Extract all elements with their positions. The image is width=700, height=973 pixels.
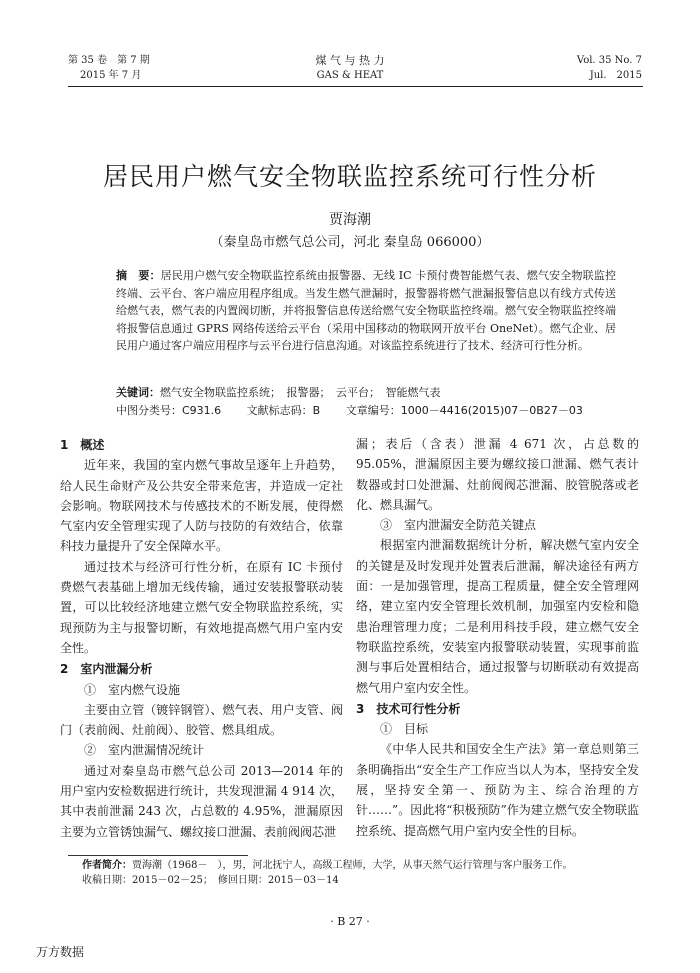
footnote-author: [82, 859, 642, 873]
article-title: 居民用户燃气安全物联监控系统可行性分析: [102, 162, 597, 191]
abstract: [116, 267, 616, 355]
clc-number: 中图分类号：C931.6: [116, 404, 222, 417]
document-code: 文献标志码：B: [246, 404, 321, 417]
keywords-label: 关键词：: [116, 386, 160, 399]
journal-date: 2015 年 7 月: [80, 70, 142, 81]
footnote-author-label: 作者简介：: [82, 860, 132, 871]
watermark: 万方数据: [36, 945, 85, 959]
header-rule: [68, 86, 643, 87]
body-column-right: [356, 434, 639, 841]
article-author: 贾海潮: [329, 212, 371, 228]
subsection-heading: ② 室内泄漏情况统计: [84, 743, 205, 758]
article-affiliation: （秦皇岛市燃气总公司，河北 秦皇岛 066000）: [210, 235, 490, 250]
body-paragraph: 根据室内泄漏数据统计分析，解决燃气室内安全的关键是及时发现并处置表后泄漏，解决途径有两方面：一是加强管理，提高工程质量，健全安全管理网络，建立室内安全管理长效机制，加强室内安检和隐患治理管理力度；二是利用科技手段，建立燃气安全物联监控系统，安装室内报警联动装置，实现事前监测与事后处置相结合，通过报警与切断联动有效提高燃气用户室内安全性。: [356, 538, 639, 695]
article-number: 文章编号：1000－4416(2015)07－0B27－03: [345, 404, 583, 417]
body-paragraph: 通过技术与经济可行性分析，在原有 IC 卡预付费燃气表基础上增加无线传输，通过安装报警联动装置，可以比较经济地建立燃气安全物联监控系统，实现预防为主与报警切断，有效地提高燃气用户室内安全性。: [60, 559, 343, 655]
subsection-heading: ③ 室内泄漏安全防范关键点: [380, 518, 537, 533]
classification-line: [116, 402, 656, 419]
journal-name-en: GAS & HEAT: [316, 70, 384, 81]
journal-volume-issue: 第 35 卷 第 7 期: [68, 55, 150, 66]
body-paragraph: 主要由立管（镀锌钢管）、燃气表、用户支管、阀门（表前阀、灶前阀）、胶管、燃具组成。: [60, 702, 343, 738]
footnote-rule: [68, 855, 248, 856]
section-heading: 1 概述: [60, 438, 105, 452]
abstract-text: 居民用户燃气安全物联监控系统由报警器、无线 IC 卡预付费智能燃气表、燃气安全物联监控终端、云平台、客户端应用程序组成。当发生燃气泄漏时，报警器将燃气泄漏报警信息以有线方式传送给燃气表，燃气表的内置阀切断，并将报警信息传送给燃气安全物联监控终端。燃气安全物联监控终端将报警信息通过 GPRS 网络传送给云平台（采用中国移动的物联网开放平台 OneNet）。燃气企业、居民用户通过客户端应用程序与云平台进行信息沟通。对该监控系统进行了技术、经济可行性分析。: [116, 269, 617, 353]
subsection-heading: ① 室内燃气设施: [84, 682, 181, 697]
journal-volume-en: Vol. 35 No. 7: [576, 55, 642, 66]
body-column-left: [60, 434, 343, 842]
body-paragraph: 通过对秦皇岛市燃气总公司 2013—2014 年的用户室内安检数据进行统计，共发现泄漏 4 914 次，其中表前泄漏 243 次，占总数的 4.95%，泄漏原因主要为立管锈蚀漏气、螺纹接口泄漏、表前阀阀芯泄: [60, 763, 343, 839]
page-number: · B 27 ·: [330, 915, 370, 928]
abstract-label: 摘 要：: [116, 269, 161, 282]
section-heading: 3 技术可行性分析: [356, 701, 461, 716]
subsection-heading: ① 目标: [380, 722, 429, 737]
footnote-author-text: 贾海潮（1968－ ），男，河北抚宁人，高级工程师，大学，从事天然气运行管理与客户服务工作。: [132, 860, 573, 871]
keywords-text: 燃气安全物联监控系统； 报警器； 云平台； 智能燃气表: [160, 386, 441, 399]
body-paragraph: 《中华人民共和国安全生产法》第一章总则第三条明确指出“安全生产工作应当以人为本，坚持安全发展，坚持安全第一、预防为主、综合治理的方针……”。因此将“积极预防”作为建立燃气安全物联监控系统、提高燃气用户室内安全性的目标。: [356, 742, 639, 838]
journal-date-en: Jul. 2015: [589, 70, 642, 81]
body-paragraph: 漏；表后（含表）泄漏 4 671 次，占总数的 95.05%，泄漏原因主要为螺纹接口泄漏、燃气表计数器或封口处泄漏、灶前阀阀芯泄漏、胶管脱落或老化、燃具漏气。: [356, 437, 639, 512]
footnote-dates: 收稿日期：2015－02－25； 修回日期：2015－03－14: [82, 875, 339, 886]
keywords: [116, 384, 636, 401]
section-heading: 2 室内泄漏分析: [60, 662, 153, 677]
journal-name-cn: 煤 气 与 热 力: [315, 54, 385, 67]
body-paragraph: 近年来，我国的室内燃气事故呈逐年上升趋势，给人民生命财产及公共安全带来危害，并造成一定社会影响。物联网技术与传感技术的不断发展，使得燃气室内安全管理实现了人防与技防的有效结合，依靠科技力量提升了安全保障水平。: [60, 458, 343, 554]
